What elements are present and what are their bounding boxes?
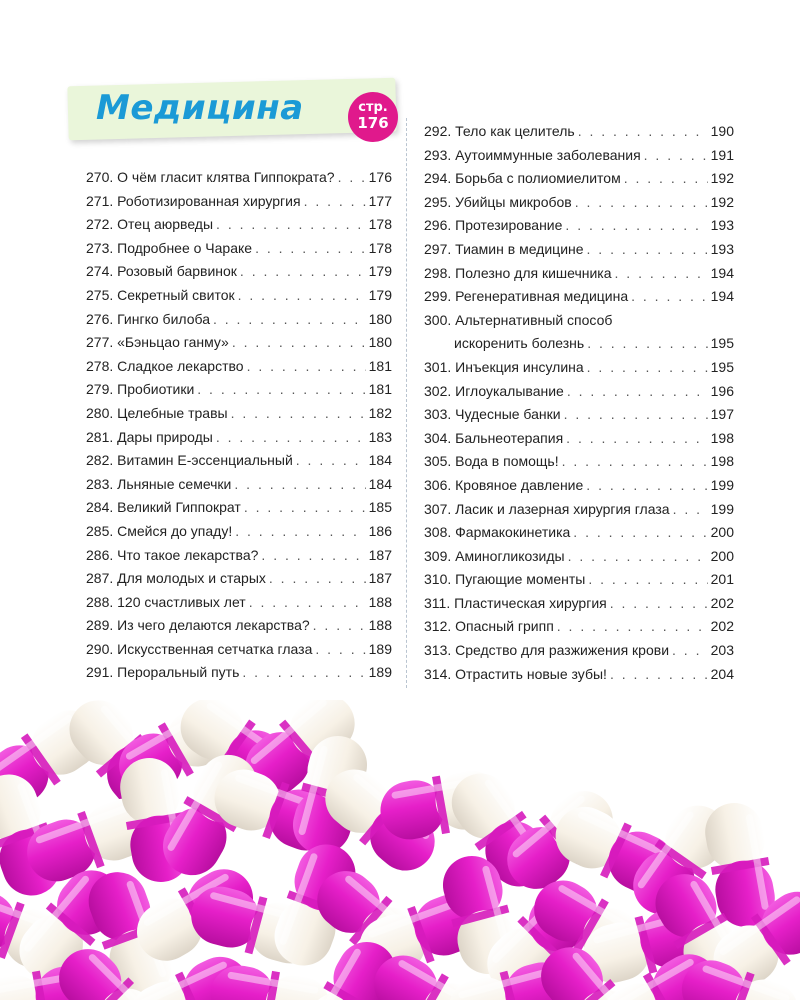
toc-entry-number: 298. xyxy=(424,264,456,281)
toc-entry[interactable] xyxy=(424,285,734,309)
toc-entry-number: 276. xyxy=(86,310,118,327)
toc-entry[interactable] xyxy=(424,262,734,286)
toc-leader-dots xyxy=(586,474,707,498)
toc-leader-dots xyxy=(234,473,365,497)
toc-entry-number: 279. xyxy=(86,381,118,398)
toc-entry-title: Пробиотики xyxy=(117,381,195,398)
toc-entry-page: 191 xyxy=(710,146,734,163)
toc-leader-dots xyxy=(249,591,366,615)
toc-entry-number: 303. xyxy=(424,406,456,423)
toc-entry[interactable] xyxy=(424,450,734,474)
toc-entry-page: 192 xyxy=(710,193,734,210)
toc-entry[interactable] xyxy=(86,614,392,638)
toc-leader-dots xyxy=(587,332,707,356)
toc-entry-number: 308. xyxy=(424,524,456,541)
toc-entry-page: 178 xyxy=(368,216,392,233)
toc-leader-dots xyxy=(673,498,708,522)
toc-entry-number: 275. xyxy=(86,286,118,303)
toc-entry-page: 188 xyxy=(368,617,392,634)
toc-entry-title: Кровяное давление xyxy=(455,476,584,493)
toc-entry-page: 196 xyxy=(710,382,734,399)
toc-entry-number: 285. xyxy=(86,522,118,539)
toc-entry-page: 187 xyxy=(368,570,392,587)
toc-entry-title: Инъекция инсулина xyxy=(455,358,584,375)
toc-entry[interactable] xyxy=(424,238,734,262)
toc-entry-title: Фармакокинетика xyxy=(455,524,571,541)
toc-entry-title: Борьба с полиомиелитом xyxy=(455,170,621,187)
toc-entry-page: 190 xyxy=(710,123,734,139)
toc-entry-page: 187 xyxy=(368,546,392,563)
toc-entry[interactable] xyxy=(424,309,734,333)
toc-entry[interactable] xyxy=(86,449,392,473)
toc-entry[interactable] xyxy=(424,191,734,215)
toc-entry-title: Подробнее о Чараке xyxy=(117,239,253,256)
toc-entry-page: 183 xyxy=(368,428,392,445)
toc-entry[interactable] xyxy=(424,498,734,522)
toc-leader-dots xyxy=(232,331,366,355)
toc-entry-number: 296. xyxy=(424,217,456,234)
toc-entry-page: 200 xyxy=(710,547,734,564)
toc-entry-page: 201 xyxy=(710,571,734,588)
toc-entry-title: 120 счастливых лет xyxy=(117,593,246,610)
toc-entry-title: Искусственная сетчатка глаза xyxy=(117,640,313,657)
section-title: Медицина xyxy=(96,88,304,128)
toc-entry-page: 197 xyxy=(710,406,734,423)
toc-entry-title: Дары природы xyxy=(117,428,213,445)
toc-entry-page: 192 xyxy=(710,170,734,187)
toc-leader-dots xyxy=(578,120,708,144)
toc-entry-title: Гингко билоба xyxy=(117,310,210,327)
toc-entry-number: 273. xyxy=(86,239,118,256)
toc-entry-title: Регенеративная медицина xyxy=(455,288,629,305)
toc-leader-dots xyxy=(615,262,708,286)
toc-entry-page: 179 xyxy=(368,286,392,303)
toc-leader-dots xyxy=(610,663,708,687)
toc-entry-number: 310. xyxy=(424,571,456,588)
toc-entry-number: 313. xyxy=(424,642,456,659)
toc-entry-title: Пластическая хирургия xyxy=(454,594,607,611)
toc-entry-title: Чудесные банки xyxy=(455,406,561,423)
toc-entry[interactable] xyxy=(86,496,392,520)
toc-entry-page: 185 xyxy=(368,499,392,516)
toc-entry[interactable] xyxy=(424,332,734,356)
toc-entry[interactable] xyxy=(424,403,734,427)
toc-leader-dots xyxy=(240,260,366,284)
toc-entry-page: 202 xyxy=(710,594,734,611)
toc-entry[interactable] xyxy=(424,615,734,639)
toc-entry-title: Отрастить новые зубы! xyxy=(455,665,607,682)
toc-leader-dots xyxy=(238,284,366,308)
toc-entry-number: 307. xyxy=(424,500,456,517)
toc-entry-page: 195 xyxy=(710,358,734,375)
toc-entry-number: 306. xyxy=(424,476,456,493)
toc-entry-title: Аминогликозиды xyxy=(455,547,565,564)
toc-entry[interactable] xyxy=(424,545,734,569)
toc-leader-dots xyxy=(567,380,708,404)
page-badge-number: 176 xyxy=(357,114,389,132)
toc-entry-title: Тело как целитель xyxy=(455,123,575,139)
toc-entry-title: Убийцы микробов xyxy=(455,193,572,210)
toc-entry-page: 189 xyxy=(368,640,392,657)
toc-entry-page: 194 xyxy=(710,264,734,281)
toc-entry-title: Что такое лекарства? xyxy=(117,546,259,563)
toc-entry-number: 309. xyxy=(424,547,456,564)
toc-entry[interactable] xyxy=(424,167,734,191)
toc-entry-number: 301. xyxy=(424,358,456,375)
toc-leader-dots xyxy=(216,213,366,237)
toc-entry[interactable] xyxy=(86,638,392,662)
toc-entry[interactable] xyxy=(86,213,392,237)
toc-entry-title: «Бэньцао ганму» xyxy=(117,334,229,351)
toc-entry[interactable] xyxy=(86,661,392,685)
toc-entry-page: 189 xyxy=(368,664,392,681)
toc-leader-dots xyxy=(644,144,708,168)
toc-entry-number: 286. xyxy=(86,546,118,563)
toc-leader-dots xyxy=(565,214,707,238)
toc-entry-title: искоренить болезнь xyxy=(454,335,585,352)
toc-entry-page: 181 xyxy=(368,381,392,398)
toc-entry-title: Аутоиммунные заболевания xyxy=(455,146,641,163)
toc-entry-number: 280. xyxy=(86,404,118,421)
toc-entry-title: Пугающие моменты xyxy=(455,571,586,588)
toc-entry-page: 177 xyxy=(368,192,392,209)
toc-entry[interactable] xyxy=(424,663,734,687)
toc-entry[interactable] xyxy=(424,144,734,168)
toc-entry-number: 293. xyxy=(424,146,456,163)
toc-right-column xyxy=(424,120,734,686)
toc-entry-number: 291. xyxy=(86,664,118,681)
toc-leader-dots xyxy=(566,427,707,451)
toc-leader-dots xyxy=(338,166,366,190)
toc-leader-dots xyxy=(313,614,366,638)
toc-leader-dots xyxy=(304,190,366,214)
toc-entry-number: 297. xyxy=(424,240,456,257)
toc-entry[interactable] xyxy=(86,308,392,332)
toc-entry-title: Полезно для кишечника xyxy=(455,264,612,281)
toc-entry[interactable] xyxy=(86,544,392,568)
toc-entry[interactable] xyxy=(86,331,392,355)
toc-entry[interactable] xyxy=(86,567,392,591)
toc-entry[interactable] xyxy=(86,166,392,190)
toc-leader-dots xyxy=(672,639,708,663)
toc-entry-page: 200 xyxy=(710,524,734,541)
toc-entry-title: Великий Гиппократ xyxy=(117,499,241,516)
toc-leader-dots xyxy=(197,378,365,402)
toc-entry-number: 300. xyxy=(424,311,456,328)
toc-entry-page: 193 xyxy=(710,240,734,257)
toc-leader-dots xyxy=(562,450,708,474)
toc-entry-number: 292. xyxy=(424,123,456,139)
toc-leader-dots xyxy=(247,355,366,379)
toc-entry-title: Целебные травы xyxy=(117,404,228,421)
toc-entry-number: 294. xyxy=(424,170,456,187)
toc-entry-number: 277. xyxy=(86,334,118,351)
toc-entry-title: Роботизированная хирургия xyxy=(117,192,301,209)
toc-entry[interactable] xyxy=(424,120,734,144)
toc-entry-number: 311. xyxy=(424,594,455,611)
toc-entry-number: 302. xyxy=(424,382,456,399)
toc-entry-title: Пероральный путь xyxy=(117,664,240,681)
toc-entry-number: 299. xyxy=(424,288,456,305)
column-divider xyxy=(406,118,407,688)
toc-entry-page: 176 xyxy=(368,169,392,185)
toc-entry-title: Опасный грипп xyxy=(455,618,554,635)
toc-entry-page: 199 xyxy=(710,500,734,517)
toc-entry[interactable] xyxy=(424,639,734,663)
toc-entry[interactable] xyxy=(86,402,392,426)
toc-entry[interactable] xyxy=(424,592,734,616)
toc-leader-dots xyxy=(573,521,707,545)
toc-entry-number: 305. xyxy=(424,453,456,470)
toc-entry-page: 198 xyxy=(710,453,734,470)
toc-entry-title: Отец аюрведы xyxy=(117,216,214,233)
toc-entry[interactable] xyxy=(424,521,734,545)
toc-leader-dots xyxy=(587,356,708,380)
toc-entry-page: 179 xyxy=(368,263,392,280)
toc-entry-number: 295. xyxy=(424,193,456,210)
toc-entry-number: 312. xyxy=(424,618,456,635)
toc-entry-page: 195 xyxy=(710,335,734,352)
toc-entry-title: Из чего делаются лекарства? xyxy=(117,617,310,634)
toc-entry[interactable] xyxy=(86,426,392,450)
toc-leader-dots xyxy=(587,238,708,262)
toc-entry-page: 180 xyxy=(368,334,392,351)
toc-leader-dots xyxy=(624,167,708,191)
toc-leader-dots xyxy=(631,285,708,309)
toc-entry-page: 181 xyxy=(368,357,392,374)
toc-entry-title: Льняные семечки xyxy=(117,475,232,492)
toc-entry-page: 178 xyxy=(368,239,392,256)
toc-entry[interactable] xyxy=(86,237,392,261)
toc-entry-page: 198 xyxy=(710,429,734,446)
toc-entry[interactable] xyxy=(86,284,392,308)
toc-entry-title: Ласик и лазерная хирургия глаза xyxy=(455,500,670,517)
toc-entry-number: 278. xyxy=(86,357,118,374)
toc-leader-dots xyxy=(261,544,365,568)
toc-entry-title: Сладкое лекарство xyxy=(117,357,244,374)
toc-leader-dots xyxy=(315,638,365,662)
toc-entry[interactable] xyxy=(424,568,734,592)
toc-entry-page: 182 xyxy=(368,404,392,421)
toc-entry[interactable] xyxy=(424,474,734,498)
toc-leader-dots xyxy=(216,426,366,450)
toc-entry[interactable] xyxy=(86,190,392,214)
toc-entry-page: 203 xyxy=(710,642,734,659)
toc-entry[interactable] xyxy=(86,355,392,379)
toc-entry[interactable] xyxy=(86,378,392,402)
toc-entry-title: Бальнеотерапия xyxy=(455,429,564,446)
toc-entry-page: 194 xyxy=(710,288,734,305)
toc-leader-dots xyxy=(244,496,366,520)
toc-entry-number: 281. xyxy=(86,428,118,445)
toc-entry-title: Альтернативный способ xyxy=(455,311,613,328)
page-badge-label: стр. xyxy=(358,100,388,115)
toc-leader-dots xyxy=(213,308,366,332)
toc-entry[interactable] xyxy=(424,356,734,380)
capsule-pills-icon xyxy=(0,700,800,1000)
toc-entry-number: 270. xyxy=(86,169,118,185)
toc-entry-number: 304. xyxy=(424,429,456,446)
page-badge xyxy=(348,92,398,142)
toc-leader-dots xyxy=(235,520,365,544)
toc-entry-title: Секретный свиток xyxy=(117,286,235,303)
toc-entry-number: 283. xyxy=(86,475,118,492)
toc-entry[interactable] xyxy=(86,473,392,497)
toc-leader-dots xyxy=(568,545,708,569)
toc-entry-number: 288. xyxy=(86,593,118,610)
toc-left-column xyxy=(86,166,392,685)
toc-leader-dots xyxy=(242,661,365,685)
toc-entry-page: 199 xyxy=(710,476,734,493)
toc-entry-number: 282. xyxy=(86,452,118,469)
toc-entry-page: 204 xyxy=(710,665,734,682)
toc-entry-number: 284. xyxy=(86,499,118,516)
toc-leader-dots xyxy=(557,615,708,639)
toc-entry[interactable] xyxy=(86,591,392,615)
toc-entry[interactable] xyxy=(424,214,734,238)
toc-leader-dots xyxy=(575,191,708,215)
toc-entry-title: Розовый барвинок xyxy=(117,263,237,280)
toc-entry-number: 272. xyxy=(86,216,118,233)
toc-entry-title: Смейся до упаду! xyxy=(117,522,233,539)
toc-leader-dots xyxy=(255,237,366,261)
toc-entry-page: 193 xyxy=(710,217,734,234)
toc-entry-page: 184 xyxy=(368,475,392,492)
toc-entry-page: 202 xyxy=(710,618,734,635)
toc-leader-dots xyxy=(231,402,366,426)
toc-leader-dots xyxy=(588,568,707,592)
toc-entry-title: О чём гласит клятва Гиппократа? xyxy=(117,169,335,185)
toc-leader-dots xyxy=(610,592,708,616)
toc-entry-number: 287. xyxy=(86,570,118,587)
toc-entry-number: 290. xyxy=(86,640,118,657)
toc-entry-page: 180 xyxy=(368,310,392,327)
toc-leader-dots xyxy=(269,567,366,591)
toc-entry-number: 314. xyxy=(424,665,456,682)
toc-entry-title: Тиамин в медицине xyxy=(455,240,584,257)
toc-entry-title: Для молодых и старых xyxy=(117,570,266,587)
toc-entry[interactable] xyxy=(86,260,392,284)
toc-entry-number: 289. xyxy=(86,617,118,634)
toc-entry[interactable] xyxy=(424,380,734,404)
toc-entry-title: Иглоукалывание xyxy=(455,382,564,399)
toc-entry[interactable] xyxy=(86,520,392,544)
toc-entry-title: Вода в помощь! xyxy=(455,453,559,470)
toc-entry-page: 188 xyxy=(368,593,392,610)
toc-entry-page: 186 xyxy=(368,522,392,539)
toc-entry-title: Витамин Е-эссенциальный xyxy=(117,452,293,469)
toc-entry[interactable] xyxy=(424,427,734,451)
toc-leader-dots xyxy=(564,403,708,427)
toc-entry-number: 271. xyxy=(86,192,118,209)
toc-entry-title: Средство для разжижения крови xyxy=(455,642,670,659)
toc-entry-title: Протезирование xyxy=(455,217,563,234)
toc-leader-dots xyxy=(296,449,366,473)
toc-entry-page: 184 xyxy=(368,452,392,469)
toc-entry-number: 274. xyxy=(86,263,118,280)
